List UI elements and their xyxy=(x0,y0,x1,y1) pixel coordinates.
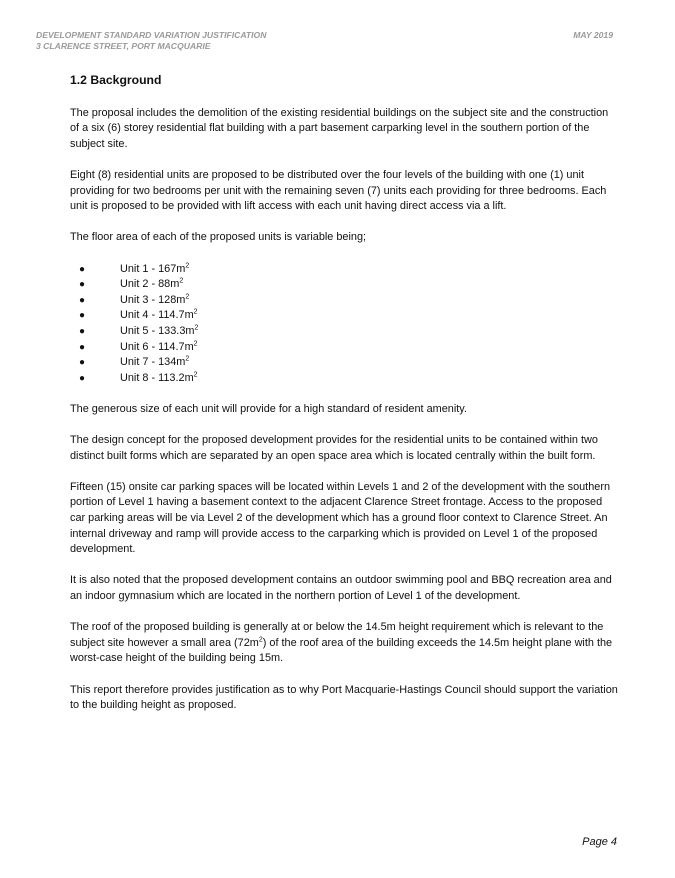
bullet-icon: ● xyxy=(79,263,86,275)
document-title: DEVELOPMENT STANDARD VARIATION JUSTIFICATION xyxy=(36,30,267,40)
paragraph-units: Eight (8) residential units are proposed to be distributed over the four levels of the building with one (1) unit providing for two bedrooms per unit with the remaining seven (7) units each providing for three bedrooms. Each unit is proposed to be provided with lift access with each unit having direct access via a lift. xyxy=(70,168,607,213)
paragraph-design-concept: The design concept for the proposed development provides for the residential units to be contained within two distinct built forms which are separated by an open space area which is located centrally within the built form. xyxy=(70,434,598,462)
list-item: ● Unit $2 - 88m^2$ xyxy=(70,277,619,293)
bullet-icon: ● xyxy=(79,310,86,322)
bullet-icon: ● xyxy=(79,357,86,369)
list-item: ● Unit $6 - 114.7m^2$ xyxy=(70,340,619,356)
document-address: 3 CLARENCE STREET, PORT MACQUARIE xyxy=(36,40,211,51)
page-number: Page 4 xyxy=(582,836,617,848)
section-heading: 1.2 Background xyxy=(70,73,162,87)
list-item: ● Unit $3 - 128m^2$ xyxy=(70,293,619,309)
paragraph-justification: This report therefore provides justification as to why Port Macquarie-Hastings Council should support the variation to the building height as proposed. xyxy=(70,683,618,712)
paragraph-recreation: It is also noted that the proposed development contains an outdoor swimming pool and BBQ recreation area and an indoor gymnasium which are located in the northern portion of Level 1 of the development. xyxy=(70,574,612,602)
paragraph-floor-area-intro: The floor area of each of the proposed units is variable being; xyxy=(70,231,367,244)
bullet-icon: ● xyxy=(79,372,86,384)
paragraph-proposal: The proposal includes the demolition of the existing residential buildings on the subject site and the construction of a six (6) storey residential flat building with a part basement carparking level in the southern portion of the subject site. xyxy=(70,106,609,150)
bullet-icon: ● xyxy=(79,294,86,306)
document-date: MAY 2019 xyxy=(573,30,613,40)
page-header xyxy=(36,30,613,51)
paragraph-car-parking: Fifteen (15) onsite car parking spaces will be located within Levels 1 and 2 of the development with the southern portion of Level 1 having a basement context to the adjacent Clarence Street frontage. Access to the proposed car parking areas will be via Level 2 of the development which has a ground floor context to Clarence Street. An internal driveway and ramp will provide access to the carparking which is provided on Level 1 of the proposed development. xyxy=(70,480,611,556)
paragraph-roof-height: The roof of the proposed building is generally at or below the 14.5m height requirement which is relevant to the subject site however a small area $(72m^2)$ of the roof area of the building exceeds the 14.5m height plane with the worst-case height of the building being 15m. xyxy=(70,621,613,665)
list-item: ● Unit $8 - 113.2m^2$ xyxy=(70,371,619,387)
paragraph-amenity: The generous size of each unit will provide for a high standard of resident amenity. xyxy=(70,402,467,415)
list-item: ● Unit $1 - 167m^2$ xyxy=(70,262,619,278)
unit-area-list xyxy=(70,262,619,387)
bullet-icon: ● xyxy=(79,341,86,353)
list-item: ● Unit $7 - 134m^2$ xyxy=(70,355,619,371)
list-item: ● Unit $5 - 133.3m^2$ xyxy=(70,324,619,340)
list-item: ● Unit $4 - 114.7m^2$ xyxy=(70,308,619,324)
page-body xyxy=(70,73,619,729)
bullet-icon: ● xyxy=(79,325,86,337)
bullet-icon: ● xyxy=(79,279,86,291)
